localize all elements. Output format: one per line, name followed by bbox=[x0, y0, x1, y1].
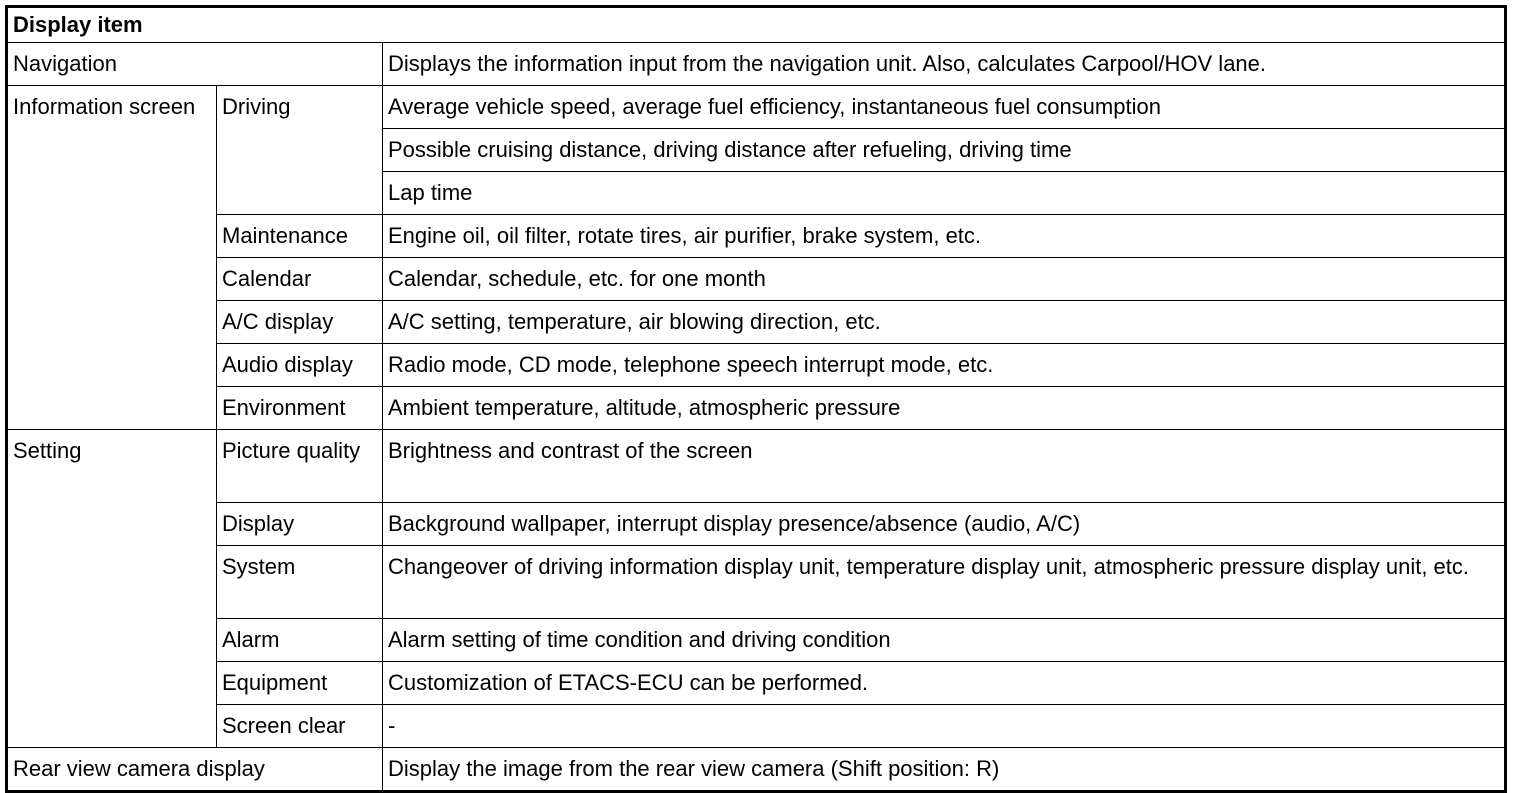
description-cell bbox=[383, 43, 1506, 86]
description-text: Display the image from the rear view camera (Shift position: R) bbox=[388, 756, 1000, 781]
table-header-row bbox=[7, 7, 1506, 43]
description-cell bbox=[383, 748, 1506, 792]
subitem-label: Alarm bbox=[222, 627, 280, 652]
description-text: - bbox=[388, 713, 396, 738]
subitem-maintenance bbox=[217, 215, 383, 258]
subitem-environment bbox=[217, 387, 383, 430]
subitem-label: Picture quality bbox=[222, 438, 361, 463]
description-text: Possible cruising distance, driving distance after refueling, driving time bbox=[388, 137, 1072, 162]
description-cell bbox=[383, 215, 1506, 258]
subitem-alarm bbox=[217, 619, 383, 662]
table-row bbox=[7, 301, 1506, 344]
description-cell bbox=[383, 705, 1506, 748]
table-row bbox=[7, 705, 1506, 748]
category-rear-view-camera bbox=[7, 748, 383, 792]
table-row bbox=[7, 387, 1506, 430]
description-text: Brightness and contrast of the screen bbox=[388, 438, 753, 463]
subitem-label: Driving bbox=[222, 94, 291, 119]
table-row bbox=[7, 503, 1506, 546]
description-text: Customization of ETACS-ECU can be performed. bbox=[388, 670, 869, 695]
subitem-label: Display bbox=[222, 511, 295, 536]
subitem-picture-quality bbox=[217, 430, 383, 503]
category-navigation bbox=[7, 43, 383, 86]
description-cell bbox=[383, 619, 1506, 662]
category-setting bbox=[7, 430, 217, 748]
description-text: Changeover of driving information display unit, temperature display unit, atmospheric pressure display unit, etc. bbox=[388, 554, 1469, 579]
table-row bbox=[7, 86, 1506, 129]
table-row bbox=[7, 430, 1506, 503]
table-header-cell: Display item bbox=[7, 7, 1506, 43]
subitem-label: Environment bbox=[222, 395, 346, 420]
category-label: Navigation bbox=[13, 51, 117, 76]
description-cell bbox=[383, 258, 1506, 301]
subitem-display bbox=[217, 503, 383, 546]
description-cell bbox=[383, 86, 1506, 129]
subitem-label: Screen clear bbox=[222, 713, 346, 738]
category-label: Setting bbox=[13, 438, 82, 463]
description-cell bbox=[383, 344, 1506, 387]
subitem-screen-clear bbox=[217, 705, 383, 748]
subitem-label: Maintenance bbox=[222, 223, 348, 248]
description-text: Displays the information input from the navigation unit. Also, calculates Carpool/HOV lane. bbox=[388, 51, 1267, 76]
description-cell bbox=[383, 662, 1506, 705]
subitem-label: Equipment bbox=[222, 670, 328, 695]
table-row bbox=[7, 748, 1506, 792]
description-cell bbox=[383, 430, 1506, 503]
description-text: Ambient temperature, altitude, atmospheric pressure bbox=[388, 395, 901, 420]
description-text: Radio mode, CD mode, telephone speech interrupt mode, etc. bbox=[388, 352, 994, 377]
description-cell bbox=[383, 546, 1506, 619]
subitem-audio-display bbox=[217, 344, 383, 387]
table-row bbox=[7, 43, 1506, 86]
category-label: Rear view camera display bbox=[13, 756, 265, 781]
description-cell bbox=[383, 387, 1506, 430]
subitem-driving bbox=[217, 86, 383, 215]
description-text: Background wallpaper, interrupt display presence/absence (audio, A/C) bbox=[388, 511, 1081, 536]
table-row bbox=[7, 619, 1506, 662]
table-row bbox=[7, 258, 1506, 301]
table-row bbox=[7, 215, 1506, 258]
description-cell bbox=[383, 503, 1506, 546]
description-text: Engine oil, oil filter, rotate tires, air purifier, brake system, etc. bbox=[388, 223, 982, 248]
description-cell bbox=[383, 172, 1506, 215]
description-text: A/C setting, temperature, air blowing direction, etc. bbox=[388, 309, 881, 334]
category-label: Information screen bbox=[13, 94, 196, 119]
table-row bbox=[7, 344, 1506, 387]
description-cell bbox=[383, 301, 1506, 344]
description-text: Average vehicle speed, average fuel efficiency, instantaneous fuel consumption bbox=[388, 94, 1161, 119]
display-item-table bbox=[5, 5, 1507, 793]
subitem-ac-display bbox=[217, 301, 383, 344]
subitem-label: Audio display bbox=[222, 352, 353, 377]
subitem-calendar bbox=[217, 258, 383, 301]
subitem-label: System bbox=[222, 554, 296, 579]
description-text: Alarm setting of time condition and driving condition bbox=[388, 627, 891, 652]
subitem-equipment bbox=[217, 662, 383, 705]
subitem-label: Calendar bbox=[222, 266, 312, 291]
subitem-system bbox=[217, 546, 383, 619]
category-information-screen bbox=[7, 86, 217, 430]
table-row bbox=[7, 546, 1506, 619]
description-cell bbox=[383, 129, 1506, 172]
description-text: Lap time bbox=[388, 180, 473, 205]
description-text: Calendar, schedule, etc. for one month bbox=[388, 266, 766, 291]
subitem-label: A/C display bbox=[222, 309, 334, 334]
table-row bbox=[7, 662, 1506, 705]
